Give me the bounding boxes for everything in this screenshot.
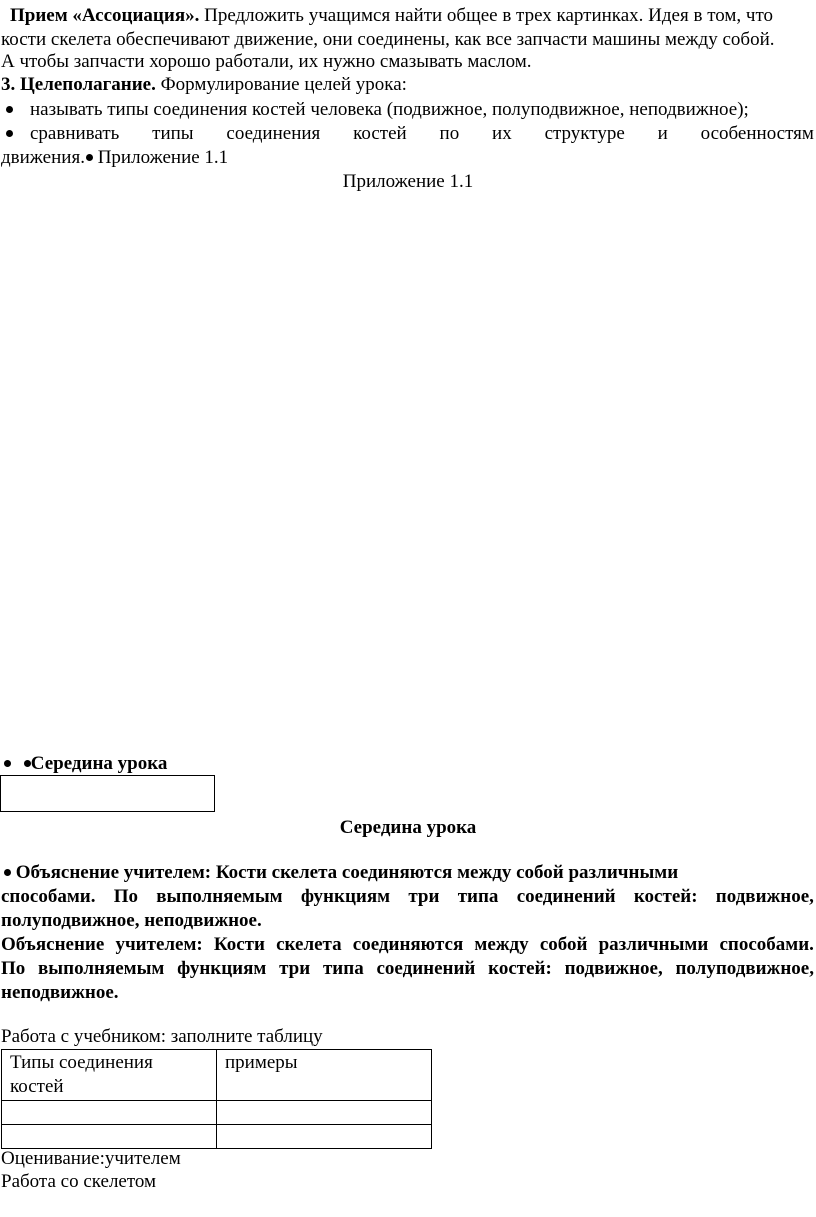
explanation-2-line-2 (1, 957, 814, 981)
explanation-2-word: между (474, 934, 529, 955)
goals-text: Формулирование целей урока: (155, 74, 407, 95)
explanation-2-word: учителем: (115, 934, 203, 955)
goal-bullet-2-word: соединения (226, 123, 321, 144)
middle-heading-center-text: Середина урока (339, 817, 477, 838)
task-intro: Работа с учебником: заполните таблицу (1, 1026, 323, 1047)
explanation-2-word: полуподвижное, (675, 958, 814, 979)
intro-bold-lead: Прием «Ассоциация». (10, 5, 200, 26)
goal-bullet-2-line-2 (1, 146, 228, 170)
next-task-text: Работа со скелетом (1, 1171, 157, 1192)
table-cell[interactable] (217, 1125, 432, 1149)
explanation-2-word: три (279, 958, 311, 979)
goal-bullet-1-text: называть типы соединения костей человека (подвижное, полуподвижное, неподвижное); (30, 99, 749, 120)
explanation-1-text-1: Объяснение учителем: Кости скелета соединяются между собой различными (15, 862, 679, 883)
explanation-1-word: способами. (1, 886, 96, 907)
empty-box (0, 775, 215, 812)
table-row (2, 1101, 432, 1125)
explanation-2-word: Объяснение (1, 934, 105, 955)
explanation-2-word: способами. (719, 934, 814, 955)
goal-bullet-2-word: типы (152, 123, 194, 144)
assessment-text: Оценивание:учителем (1, 1148, 181, 1169)
goal-bullet-2-word: сравнивать (30, 123, 120, 144)
middle-heading-left-text: Середина урока (30, 753, 168, 774)
explanation-2-word: Кости (213, 934, 265, 955)
goal-bullet-2-word: по (439, 123, 460, 144)
goals-heading-line (1, 73, 407, 97)
table-header-examples-text: примеры (225, 1052, 298, 1073)
explanation-2-word: костей: (488, 958, 552, 979)
explanation-2-word: По (1, 958, 26, 979)
explanation-1-word: подвижное, (715, 886, 814, 907)
table-header-cell-examples (217, 1050, 432, 1101)
table-header-cell-types (2, 1050, 217, 1101)
goal-bullet-2-line-1 (6, 122, 814, 146)
explanation-2-text-3: неподвижное. (1, 982, 119, 1003)
explanation-2-word: соединений (376, 958, 476, 979)
explanation-2-word: различными (598, 934, 709, 955)
explanation-1-word: соединений (516, 886, 616, 907)
explanation-1-word: типа (457, 886, 499, 907)
explanation-1-word: функциям (300, 886, 391, 907)
goal-bullet-2-word: костей (353, 123, 407, 144)
explanation-1-line-1 (4, 861, 678, 885)
intro-line-2: кости скелета обеспечивают движение, они соединены, как все запчасти машины между собой. (1, 29, 775, 50)
bullet-icon (24, 760, 31, 767)
goal-bullet-2-tail: Приложение 1.1 (92, 147, 229, 168)
appendix-caption: Приложение 1.1 (342, 171, 474, 192)
explanation-1-line-3 (1, 909, 262, 933)
table-cell[interactable] (2, 1125, 217, 1149)
bullet-icon (6, 130, 13, 137)
explanation-1-word: костей: (633, 886, 698, 907)
table-cell[interactable] (217, 1101, 432, 1125)
goal-bullet-2-word: и (657, 123, 668, 144)
bullet-icon (4, 760, 11, 767)
goal-bullet-1 (6, 98, 749, 122)
explanation-2-word: подвижное, (564, 958, 663, 979)
goal-bullet-2-word: особенностям (700, 123, 814, 144)
bullet-icon (86, 154, 93, 161)
bullet-icon (4, 869, 11, 876)
bullet-icon (6, 106, 13, 113)
goal-bullet-2-text-end: движения. (1, 147, 85, 168)
explanation-2-line-1 (1, 933, 814, 957)
explanation-2-word: соединяются (352, 934, 464, 955)
table-cell[interactable] (2, 1101, 217, 1125)
intro-text-1: Предложить учащимся найти общее в трех картинках. Идея в том, что (199, 5, 774, 26)
goal-bullet-2-words (30, 122, 814, 146)
explanation-1-word: По (113, 886, 138, 907)
intro-line-3: А чтобы запчасти хорошо работали, их нужно смазывать маслом. (1, 51, 532, 72)
middle-heading-center (0, 816, 816, 840)
explanation-1-line-2 (1, 885, 814, 909)
explanation-2-word: типа (322, 958, 364, 979)
table-row (2, 1125, 432, 1149)
goal-bullet-2-word: их (492, 123, 512, 144)
explanation-1-text-3: полуподвижное, неподвижное. (1, 910, 262, 931)
explanation-2-line-3 (1, 981, 119, 1005)
types-table (1, 1049, 432, 1149)
table-header-row (2, 1050, 432, 1101)
middle-heading-left (4, 752, 167, 776)
goal-bullet-2-word: структуре (544, 123, 625, 144)
table-header-types-text: Типы соединения костей (10, 1052, 153, 1097)
goals-bold-lead: 3. Целеполагание. (1, 74, 156, 95)
explanation-1-word: три (408, 886, 440, 907)
explanation-2-word: функциям (177, 958, 267, 979)
explanation-2-word: выполняемым (38, 958, 165, 979)
explanation-1-word: выполняемым (156, 886, 283, 907)
explanation-2-word: собой (539, 934, 588, 955)
intro-line-1 (10, 4, 816, 28)
explanation-2-word: скелета (276, 934, 342, 955)
